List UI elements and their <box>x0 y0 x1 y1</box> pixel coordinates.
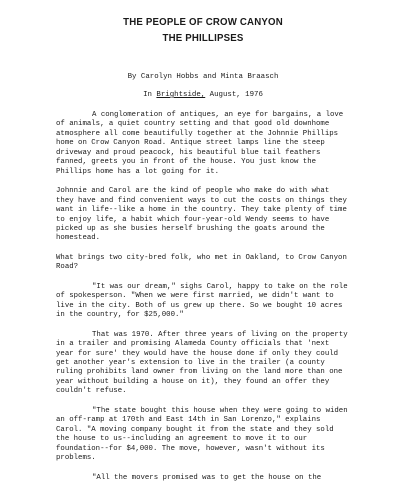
title-line-1: THE PEOPLE OF CROW CANYON <box>123 16 283 28</box>
source-publication: Brightside, <box>156 91 206 99</box>
paragraph: "It was our dream," sighs Carol, happy to take on the role of spokesperson. "When we were first married, we didn't want to live in the city. Both of us grew up there. So we bought 10 acres in the country, for $25,000." <box>56 282 348 320</box>
paragraph: A conglomeration of antiques, an eye for bargains, a love of animals, a quiet country setting and that good old downhome atmosphere all come beautifully together at the Johnnie Phillips home on Crow Canyon Road. Antique street lamps line the steep driveway and proud peacock, his beautiful blue tail feathers fanned, greets you in front of the house. You just know the Phillips home has a lot going for it. <box>56 111 344 176</box>
paragraph: "All the movers promised was to get the house on the <box>92 473 322 482</box>
source-prefix: In <box>143 91 157 99</box>
title-line-2: THE PHILLIPSES <box>162 32 244 44</box>
source-date: August, 1976 <box>205 91 263 99</box>
paragraph: What brings two city-bred folk, who met in Oakland, to Crow Canyon Road? <box>56 253 347 272</box>
source-line <box>56 90 350 100</box>
paragraph: That was 1970. After three years of living on the property in a trailer and promising Alameda County officials that 'next year for sure' they would have the house done if only they could get another year's extension to live in the trailer (a county ruling prohibits land owner from living on the land more than one year without building a house on it), they found an offer they couldn't refuse. <box>56 330 348 396</box>
byline: By Carolyn Hobbs and Minta Braasch <box>127 73 279 81</box>
document-title <box>68 14 338 46</box>
paragraph: "The state bought this house when they were going to widen an off-ramp at 170th and East 14th in San Lorenzo," explains Carol. "A moving company bought it from the state and they sold the house to us--including an agreement to move it to our foundation--for $4,000. The move, however, wasn't without its problems. <box>56 406 348 463</box>
paragraph: Johnnie and Carol are the kind of people who make do with what they have and find convenient ways to cut the costs on things they want in life--like a home in the country. They take plenty of time to enjoy life, a habit which four-year-old Wendy seems to have picked up as she busies herself brushing the goats around the homestead. <box>56 187 347 243</box>
